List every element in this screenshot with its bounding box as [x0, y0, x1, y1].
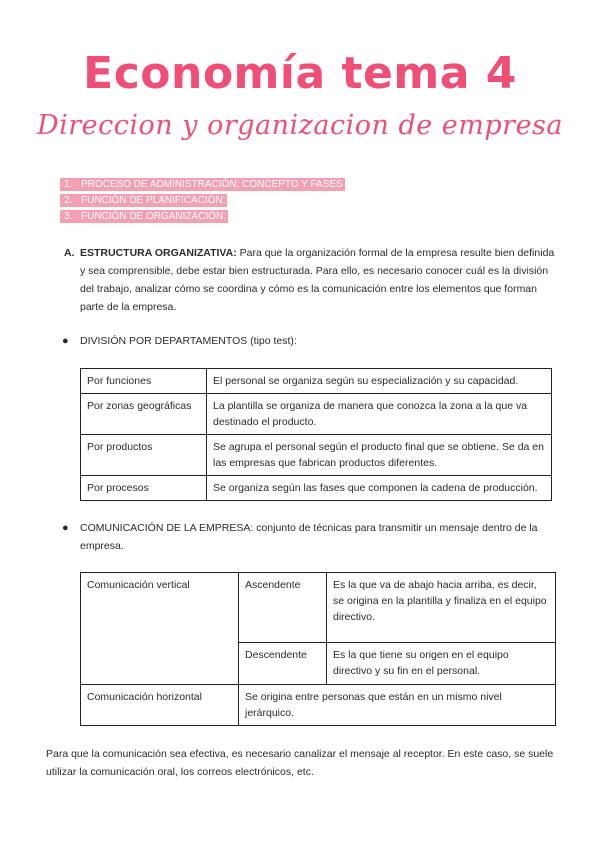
bullet-text: DIVISIÓN POR DEPARTAMENTOS (tipo test):: [80, 335, 297, 347]
page-title: Economía tema 4: [83, 48, 517, 99]
ascendente-desc: Es la que va de abajo hacia arriba, es decir, se origina en la plantilla y finaliza en el equipo directivo.: [327, 573, 556, 643]
table-row: [81, 435, 552, 476]
bullet-dot: ●: [62, 335, 69, 347]
toc-item: [60, 209, 345, 225]
communication-horizontal-label: Comunicación horizontal: [81, 685, 239, 726]
toc-highlight: [60, 210, 228, 223]
communication-horizontal-desc: Se origina entre personas que están en un mismo nivel jerárquico.: [239, 685, 556, 726]
ascendente-label: Ascendente: [239, 573, 327, 643]
toc-highlight: [60, 194, 227, 207]
table-cell-desc: Se organiza según las fases que componen la cadena de producción.: [207, 476, 552, 501]
toc-label: FUNCIÓN DE PLANIFICACIÓN:: [81, 195, 226, 206]
closing-paragraph: Para que la comunicación sea efectiva, es necesario canalizar el mensaje al receptor. En este caso, se suele utilizar la comunicación oral, los correos electrónicos, etc.: [46, 748, 554, 778]
bullet-text: COMUNICACIÓN DE LA EMPRESA: conjunto de técnicas para transmitir un mensaje dentro de la empresa.: [80, 522, 538, 552]
toc-number: 1.: [64, 179, 73, 190]
communication-vertical-label: Comunicación vertical: [81, 573, 239, 685]
table-row: [81, 573, 556, 643]
table-cell-desc: El personal se organiza según su especialización y su capacidad.: [207, 369, 552, 394]
table-cell-name: Por zonas geográficas: [81, 394, 207, 435]
section-paragraph: [80, 244, 556, 316]
table-cell-desc: La plantilla se organiza de manera que conozca la zona a la que va destinado el producto.: [207, 394, 552, 435]
toc-item: [60, 193, 345, 209]
table-cell-name: Por productos: [81, 435, 207, 476]
descendente-label: Descendente: [239, 643, 327, 685]
toc-label: PROCESO DE ADMINISTRACIÓN: CONCEPTO Y FASES: [81, 179, 343, 190]
toc-number: 3.: [64, 211, 73, 222]
table-cell-name: Por funciones: [81, 369, 207, 394]
bullet-dot: ●: [62, 522, 69, 534]
toc-highlight: [60, 178, 345, 191]
table-of-contents: [60, 177, 345, 225]
section-letter: A.: [64, 247, 75, 259]
toc-number: 2.: [64, 195, 73, 206]
table-cell-name: Por procesos: [81, 476, 207, 501]
table-row: [81, 685, 556, 726]
departments-table: [80, 368, 552, 501]
toc-label: FUNCIÓN DE ORGANIZACIÓN:: [81, 211, 227, 222]
table-row: [81, 394, 552, 435]
section-heading: ESTRUCTURA ORGANIZATIVA:: [80, 247, 237, 259]
table-row: [81, 476, 552, 501]
table-cell-desc: Se agrupa el personal según el producto final que se obtiene. Se da en las empresas que fabrican productos diferentes.: [207, 435, 552, 476]
descendente-desc: Es la que tiene su origen en el equipo directivo y su fin en el personal.: [327, 643, 556, 685]
table-row: [81, 369, 552, 394]
communication-table: [80, 572, 556, 726]
section-text: Para que la organización formal de la empresa resulte bien definida y sea comprensible, debe estar bien estructurada. Para ello, es necesario conocer cuál es la división del trabajo, analizar cómo se coordina y cómo es la comunicación entre los elementos que forman parte de la empresa.: [80, 247, 555, 313]
toc-item: [60, 177, 345, 193]
page-subtitle: Direccion y organizacion de empresa: [36, 110, 564, 141]
section-estructura-organizativa: [66, 244, 556, 316]
